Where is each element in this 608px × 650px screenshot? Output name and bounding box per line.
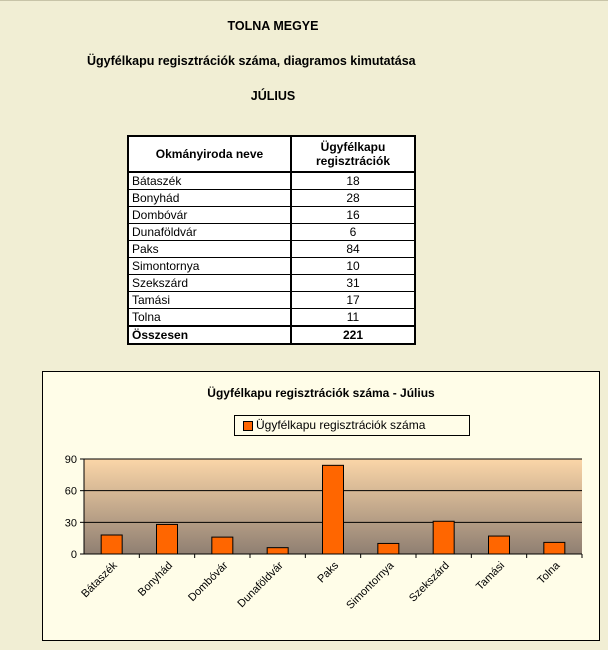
registration-count: 31 <box>291 275 415 292</box>
office-name: Bátaszék <box>128 172 291 190</box>
x-tick-label: Dombóvár <box>186 559 231 605</box>
total-value: 221 <box>291 326 415 344</box>
x-tick-label: Dunaföldvár <box>235 559 286 611</box>
office-name: Tolna <box>128 309 291 327</box>
y-tick-label: 30 <box>64 517 77 530</box>
table-row <box>128 172 415 190</box>
office-name: Dunaföldvár <box>128 224 291 241</box>
office-name: Szekszárd <box>128 275 291 292</box>
registrations-table <box>127 135 416 345</box>
x-tick-label: Tamási <box>473 559 508 593</box>
col-header-office: Okmányiroda neve <box>128 136 291 172</box>
registration-count: 84 <box>291 241 415 258</box>
y-tick-label: 90 <box>64 454 77 466</box>
page-title: TOLNA MEGYE <box>227 19 319 33</box>
bar <box>212 537 233 554</box>
office-name: Tamási <box>128 292 291 309</box>
page-subtitle: Ügyfélkapu regisztrációk száma, diagramos kimutatása <box>87 54 416 68</box>
legend-label: Ügyfélkapu regisztrációk száma <box>256 418 426 432</box>
table-row <box>128 275 415 292</box>
office-name: Simontornya <box>128 258 291 275</box>
col-header-line2: regisztrációk <box>315 154 391 168</box>
col-header-line1: Ügyfélkapu <box>320 140 386 154</box>
registration-count: 28 <box>291 190 415 207</box>
registration-count: 18 <box>291 172 415 190</box>
bar <box>323 465 344 554</box>
chart-area <box>42 371 600 641</box>
x-tick-label: Paks <box>315 559 342 586</box>
registration-count: 17 <box>291 292 415 309</box>
bar <box>157 524 178 554</box>
office-name: Dombóvár <box>128 207 291 224</box>
table-row <box>128 292 415 309</box>
bar <box>544 542 565 554</box>
bar <box>433 521 454 554</box>
month-label: JÚLIUS <box>250 89 296 103</box>
table-row <box>128 258 415 275</box>
y-tick-label: 0 <box>70 549 77 561</box>
registration-count: 16 <box>291 207 415 224</box>
x-tick-label: Simontornya <box>344 559 397 612</box>
table-row <box>128 241 415 258</box>
total-row <box>128 326 415 344</box>
y-tick-label: 60 <box>64 485 77 498</box>
top-border <box>0 0 608 1</box>
table-row <box>128 309 415 327</box>
bar <box>267 548 288 554</box>
bar <box>489 536 510 554</box>
registration-count: 6 <box>291 224 415 241</box>
office-name: Paks <box>128 241 291 258</box>
table-row <box>128 207 415 224</box>
x-tick-label: Bonyhád <box>135 559 176 599</box>
x-tick-label: Tolna <box>535 559 563 587</box>
registration-count: 11 <box>291 309 415 327</box>
registration-count: 10 <box>291 258 415 275</box>
chart-title: Ügyfélkapu regisztrációk száma - Július <box>207 386 435 400</box>
bar-chart <box>43 372 599 640</box>
x-tick-label: Bátaszék <box>79 559 120 601</box>
col-header-registrations <box>291 136 415 172</box>
x-tick-label: Szekszárd <box>406 559 452 605</box>
table-row <box>128 224 415 241</box>
total-label: Összesen <box>128 326 291 344</box>
table-row <box>128 190 415 207</box>
office-name: Bonyhád <box>128 190 291 207</box>
bar <box>101 535 122 554</box>
bar <box>378 543 399 554</box>
